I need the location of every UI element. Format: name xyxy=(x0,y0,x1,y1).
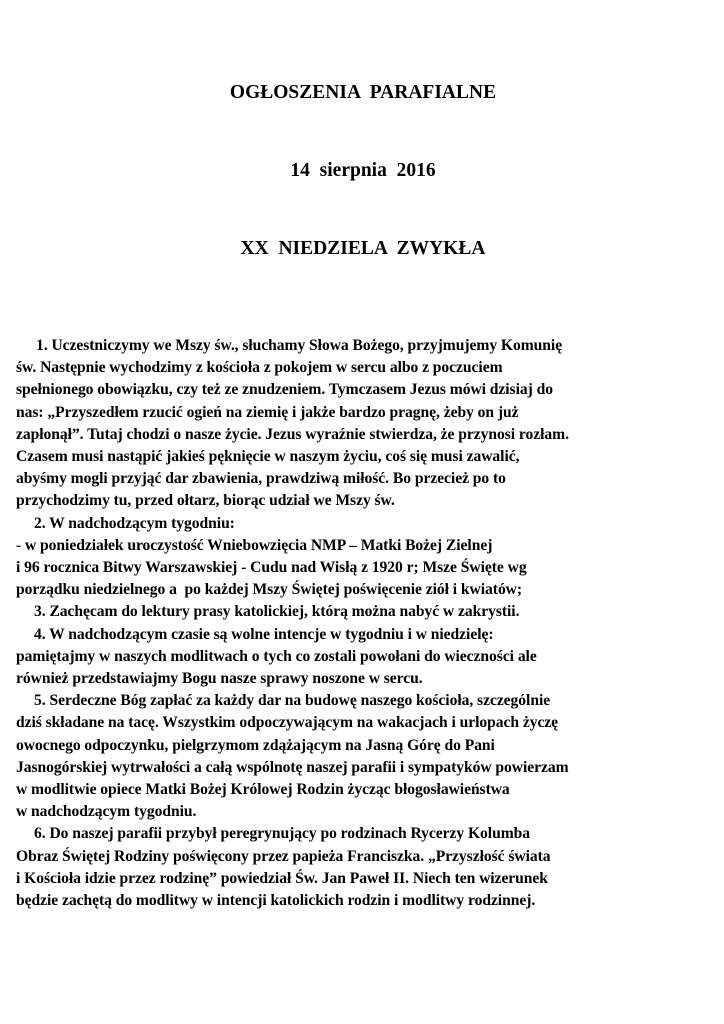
text-line: 6. Do naszej parafii przybył peregrynujący po rodzinach Rycerzy Kolumba xyxy=(34,825,531,843)
text-line: przychodzimy tu, przed ołtarz, biorąc udział we Mszy św. xyxy=(16,492,395,510)
text-line: nas: „Przyszedłem rzucić ogień na ziemię i jakże bardzo pragnę, żeby on już xyxy=(16,403,519,421)
text-line: Czasem musi nastąpić jakieś pęknięcie w naszym życiu, coś się musi zawalić, xyxy=(16,448,520,466)
text-line: zapłonął”. Tutaj chodzi o nasze życie. Jezus wyraźnie stwierdza, że przynosi rozłam. xyxy=(16,425,569,443)
text-line: w nadchodzącym tygodniu. xyxy=(16,803,197,821)
page-title: OGŁOSZENIA PARAFIALNE xyxy=(229,82,497,103)
text-line: pamiętajmy w naszych modlitwach o tych co zostali powołani do wieczności ale xyxy=(16,647,537,665)
text-line: również przedstawiajmy Bogu nasze sprawy noszone w sercu. xyxy=(16,670,423,688)
text-line: 5. Serdeczne Bóg zapłać za każdy dar na budowę naszego kościoła, szczególnie xyxy=(34,692,551,710)
text-line: 2. W nadchodzącym tygodniu: xyxy=(34,514,235,532)
text-line: Jasnogórskiej wytrwałości a całą wspólnotę naszej parafii i sympatyków powierzam xyxy=(16,758,569,776)
text-line: owocnego odpoczynku, pielgrzymom zdążającym na Jasną Górę do Pani xyxy=(16,736,495,754)
text-line: 1. Uczestniczymy we Mszy św., słuchamy Słowa Bożego, przyjmujemy Komunię xyxy=(36,337,563,354)
announcements-body xyxy=(16,335,710,912)
text-line: i 96 rocznica Bitwy Warszawskiej - Cudu nad Wisłą z 1920 r; Msze Święte wg xyxy=(16,559,527,577)
text-line: dziś składane na tacę. Wszystkim odpoczywającym na wakacjach i urlopach życzę xyxy=(16,714,559,732)
liturgical-sunday: XX NIEDZIELA ZWYKŁA xyxy=(240,238,486,259)
text-line: będzie zachętą do modlitwy w intencji katolickich rodzin i modlitwy rodzinnej. xyxy=(16,892,536,910)
text-line: i Kościoła idzie przez rodzinę” powiedział Św. Jan Paweł II. Niech ten wizerunek xyxy=(16,869,548,887)
text-line: porządku niedzielnego a po każdej Mszy Świętej poświęcenie ziół i kwiatów; xyxy=(16,581,523,599)
text-line: Obraz Świętej Rodziny poświęcony przez papieża Franciszka. „Przyszłość świata xyxy=(16,847,551,865)
text-line: św. Następnie wychodzimy z kościoła z pokojem w sercu albo z poczuciem xyxy=(16,359,503,377)
text-line: - w poniedziałek uroczystość Wniebowzięcia NMP – Matki Bożej Zielnej xyxy=(16,536,493,554)
text-line: 4. W nadchodzącym czasie są wolne intencje w tygodniu i w niedzielę: xyxy=(34,625,494,643)
text-line: abyśmy mogli przyjąć dar zbawienia, prawdziwą miłość. Bo przecież po to xyxy=(16,470,506,488)
text-line: w modlitwie opiece Matki Bożej Królowej Rodzin życząc błogosławieństwa xyxy=(16,781,510,799)
header xyxy=(16,28,710,314)
text-line: spełnionego obowiązku, czy też ze znudzeniem. Tymczasem Jezus mówi dzisiaj do xyxy=(16,381,553,399)
announcement-date: 14 sierpnia 2016 xyxy=(290,160,436,181)
text-line: 3. Zachęcam do lektury prasy katolickiej, którą można nabyć w zakrystii. xyxy=(34,603,520,621)
